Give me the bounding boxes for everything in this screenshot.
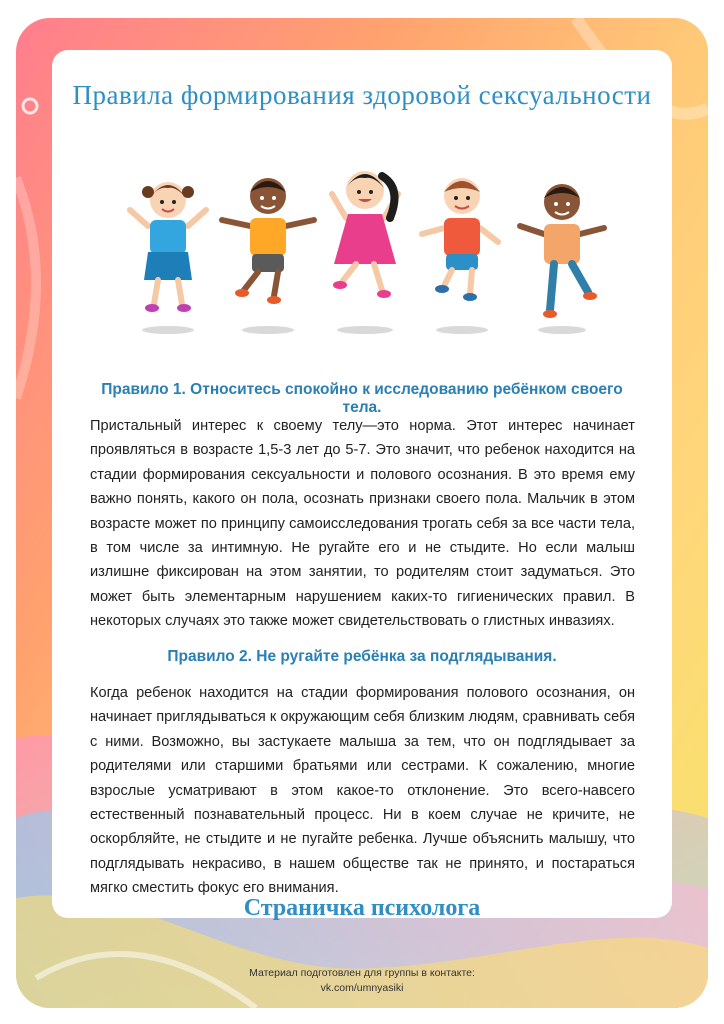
child-3 <box>332 171 398 334</box>
page-title: Правила формирования здоровой сексуальности <box>72 80 652 110</box>
rule-1-heading: Правило 1. Относитесь спокойно к исследованию ребёнком своего тела. <box>101 381 623 416</box>
rule-2-heading: Правило 2. Не ругайте ребёнка за подглядывания. <box>167 648 557 665</box>
child-2 <box>222 178 314 334</box>
footer-title: Страничка психолога <box>243 895 481 921</box>
rule-1-text: Пристальный интерес к своему телу—это норма. Этот интерес начинает проявляться в возрасте 1,5-3 лет до 5-7. Это значит, что ребенок находится на стадии формирования сексуальности и полового осознания. В это время ему важно понять, какого он пола, осознать признаки своего пола. Мальчик в этом возрасте может по принципу самоисследования трогать себя за все части тела, в том числе за интимную. Не ругайте его и не стыдите. Но если малыш излишне фиксирован на этом занятии, то родителям стоит задуматься. Это может быть элементарным нарушением каких-то гигиенических правил. В некоторых случаях это также может свидетельствовать о глистных инвазиях. <box>90 418 635 630</box>
credit-link[interactable]: vk.com/umnyasiki <box>320 982 404 994</box>
credit-line-1: Материал подготовлен для группы в контакте: <box>249 967 475 979</box>
child-4 <box>422 178 498 334</box>
child-5 <box>520 184 604 334</box>
credit-note <box>52 966 672 996</box>
rule-2-text: Когда ребенок находится на стадии формирования полового осознания, он начинает приглядываться к окружающим себя близким людям, сравнивать себя с ними. Возможно, вы застукаете малыша за тем, что он подглядывает за родителями или старшими братьями или сестрами. К сожалению, многие взрослые усматривают в этом какое-то отклонение. Это всего-навсего естественный познавательный процесс. Ни в коем случае не кричите, не оскорбляйте, не стыдите и не пугайте ребенка. Лучше объяснить малышу, что подглядывать некрасиво, в нашем обществе так не принято, и постараться мягко сместить фокус его внимания. <box>90 685 635 897</box>
jumping-children-illustration <box>110 158 620 338</box>
child-1 <box>130 182 206 334</box>
